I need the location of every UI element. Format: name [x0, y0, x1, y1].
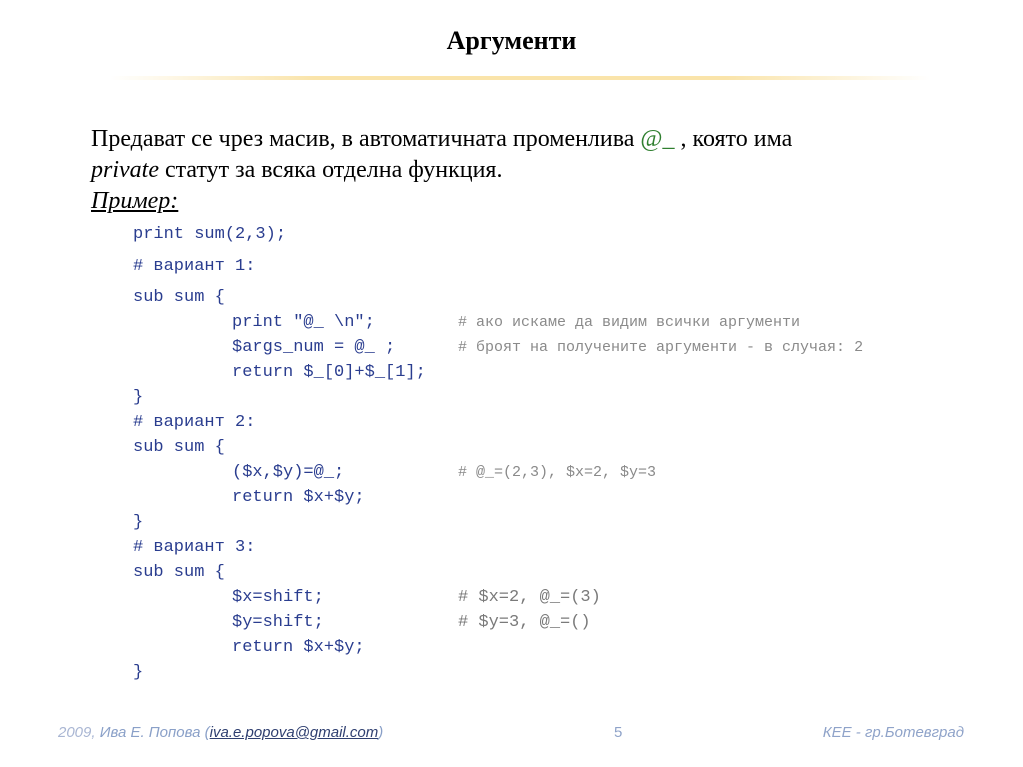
- code-text: $args_num = @_ ;: [232, 338, 396, 357]
- private-keyword: private: [91, 157, 159, 183]
- body-text-1b: , която има: [674, 126, 793, 152]
- code-text: $y=shift;: [232, 613, 324, 632]
- footer-author-name: Ива Е. Попова: [99, 724, 201, 741]
- code-text: sub sum {: [133, 288, 225, 307]
- code-line: [232, 637, 365, 659]
- code-text: return $x+$y;: [232, 638, 365, 657]
- body-line-3: [91, 186, 971, 217]
- footer-paren-open: (: [204, 724, 210, 741]
- code-line: [232, 612, 591, 634]
- code-text: sub sum {: [133, 438, 225, 457]
- code-text: }: [133, 513, 144, 532]
- code-comment: # ако искаме да видим всички аргументи: [458, 314, 801, 331]
- body-text-1a: Предават се чрез масив, в автоматичната променлива: [91, 126, 641, 152]
- body-line-1: [91, 124, 971, 155]
- code-line: [232, 362, 426, 384]
- footer-author: [58, 724, 383, 746]
- code-text: sub sum {: [133, 563, 225, 582]
- footer-email-link[interactable]: iva.e.popova@gmail.com: [209, 724, 379, 741]
- code-text: # вариант 1:: [133, 257, 256, 276]
- code-line: [133, 562, 225, 584]
- footer-organization: КЕЕ - гр.Ботевград: [822, 724, 964, 741]
- code-line: [133, 287, 225, 309]
- code-line: [133, 256, 255, 278]
- slide-body: [91, 124, 971, 217]
- code-text: print "@_ \n";: [232, 313, 375, 332]
- code-line: [232, 462, 657, 484]
- code-comment: # броят на получените аргументи - в случая: 2: [458, 339, 864, 356]
- code-line: [232, 312, 801, 334]
- code-line: [133, 662, 143, 684]
- code-line: [232, 587, 601, 609]
- code-line: [133, 412, 255, 434]
- code-text: ($x,$y)=@_;: [232, 463, 345, 482]
- page-number: 5: [614, 724, 623, 741]
- footer-year: 2009,: [58, 724, 100, 741]
- slide-title: Аргументи: [446, 26, 577, 55]
- code-text: }: [133, 388, 144, 407]
- code-text: return $_[0]+$_[1];: [232, 363, 426, 382]
- code-comment: # $y=3, @_=(): [458, 613, 591, 632]
- code-line: [232, 487, 365, 509]
- code-text: # вариант 2:: [133, 413, 256, 432]
- code-line: [133, 437, 225, 459]
- variable-name: @_: [640, 126, 675, 152]
- code-text: }: [133, 663, 144, 682]
- body-line-2: [91, 155, 971, 186]
- code-text: $x=shift;: [232, 588, 324, 607]
- code-line: [133, 387, 143, 409]
- code-line: [133, 224, 286, 246]
- code-text: print sum(2,3);: [133, 225, 287, 244]
- code-line: [232, 337, 864, 359]
- code-text: # вариант 3:: [133, 538, 256, 557]
- example-label: Пример:: [91, 188, 179, 214]
- code-comment: # @_=(2,3), $x=2, $y=3: [458, 464, 657, 481]
- code-line: [133, 512, 143, 534]
- code-text: return $x+$y;: [232, 488, 365, 507]
- title-divider: [110, 76, 930, 80]
- code-line: [133, 537, 255, 559]
- code-comment: # $x=2, @_=(3): [458, 588, 601, 607]
- body-text-2: статут за всяка отделна функция.: [158, 157, 503, 183]
- footer-paren-close: ): [378, 724, 384, 741]
